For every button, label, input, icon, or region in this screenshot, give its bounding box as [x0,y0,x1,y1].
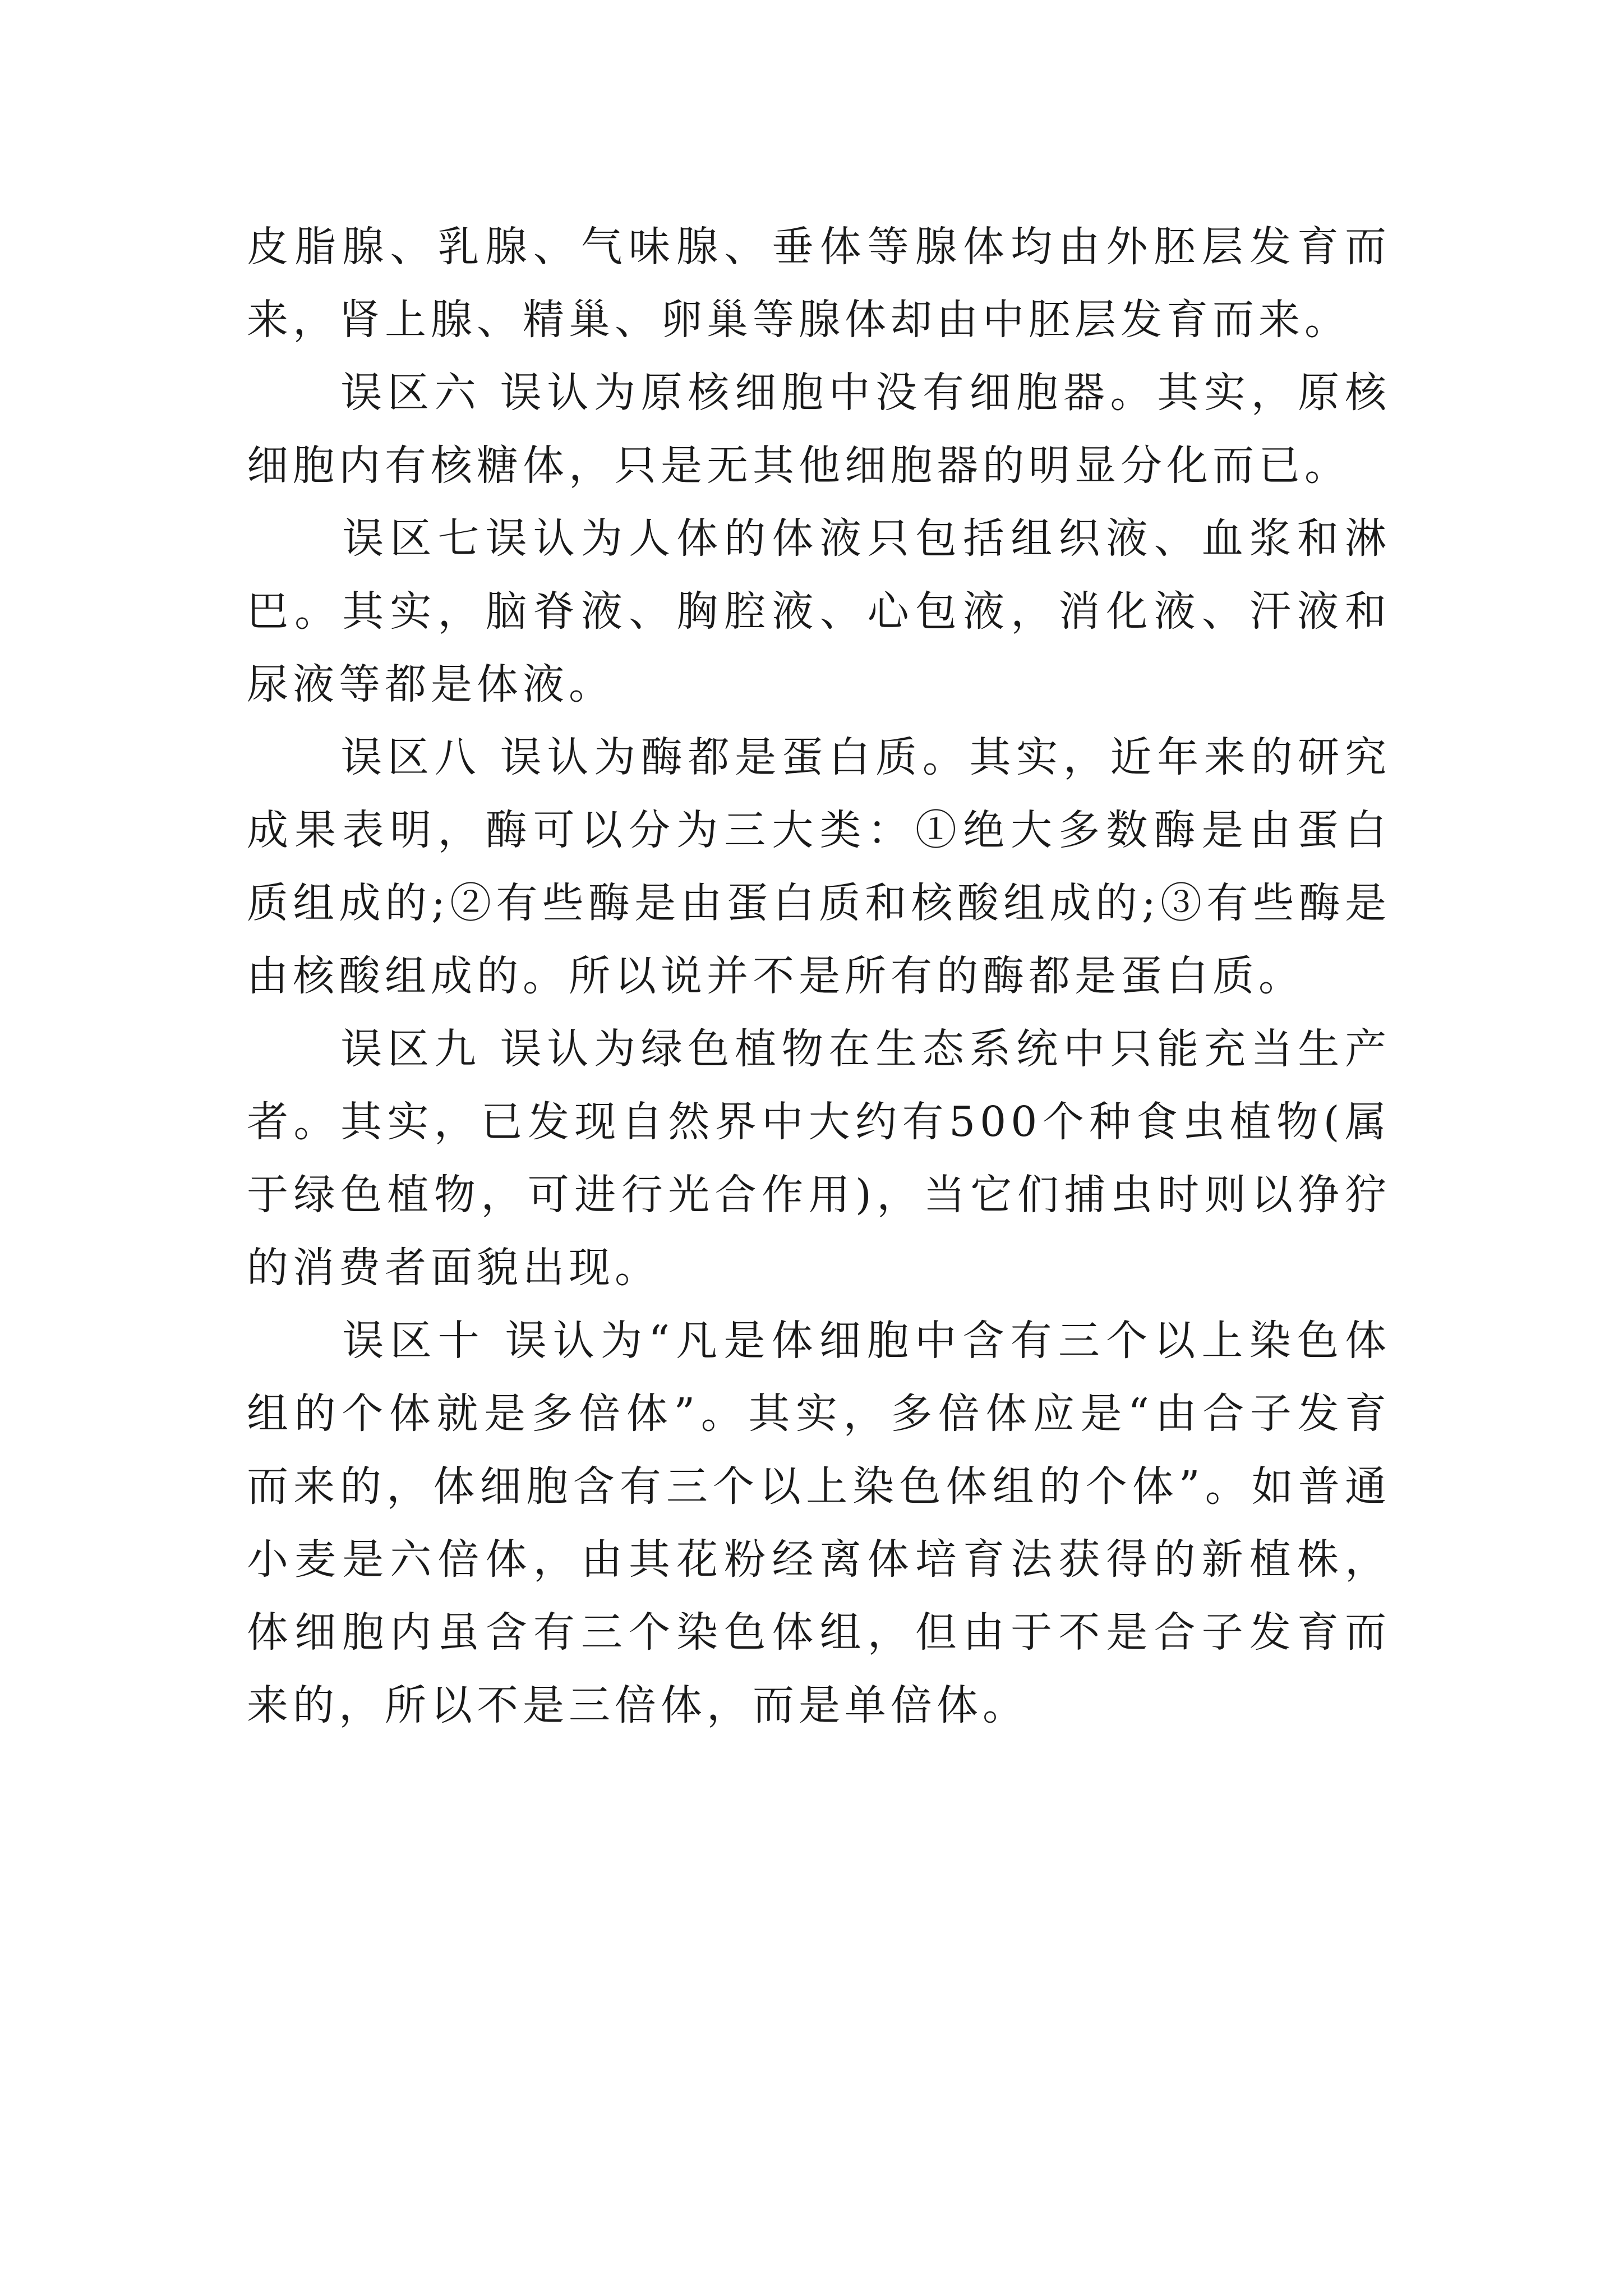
paragraph-misconception-9: 误区九 误认为绿色植物在生态系统中只能充当生产者。其实，已发现自然界中大约有500个种食虫植物(属于绿色植物，可进行光合作用)，当它们捕虫时则以狰狞的消费者面貌出现。 [247,1025,1391,1292]
paragraph-misconception-6: 误区六 误认为原核细胞中没有细胞器。其实，原核细胞内有核糖体，只是无其他细胞器的明显分化而已。 [247,369,1391,490]
paragraph-glands: 皮脂腺、乳腺、气味腺、垂体等腺体均由外胚层发育而来，肾上腺、精巢、卵巢等腺体却由中胚层发育而来。 [247,223,1391,344]
paragraph-misconception-8: 误区八 误认为酶都是蛋白质。其实，近年来的研究成果表明，酶可以分为三大类：①绝大多数酶是由蛋白质组成的;②有些酶是由蛋白质和核酸组成的;③有些酶是由核酸组成的。所以说并不是所有的酶都是蛋白质。 [247,733,1391,1000]
paragraph-misconception-7: 误区七误认为人体的体液只包括组织液、血浆和淋巴。其实，脑脊液、胸腔液、心包液，消化液、汗液和尿液等都是体液。 [247,514,1391,708]
paragraph-misconception-10: 误区十 误认为“凡是体细胞中含有三个以上染色体组的个体就是多倍体”。其实，多倍体应是“由合子发育而来的，体细胞含有三个以上染色体组的个体”。如普通小麦是六倍体，由其花粉经离体培育法获得的新植株，体细胞内虽含有三个染色体组，但由于不是合子发育而来的，所以不是三倍体，而是单倍体。 [247,1317,1391,1729]
document-body [247,210,1391,1742]
